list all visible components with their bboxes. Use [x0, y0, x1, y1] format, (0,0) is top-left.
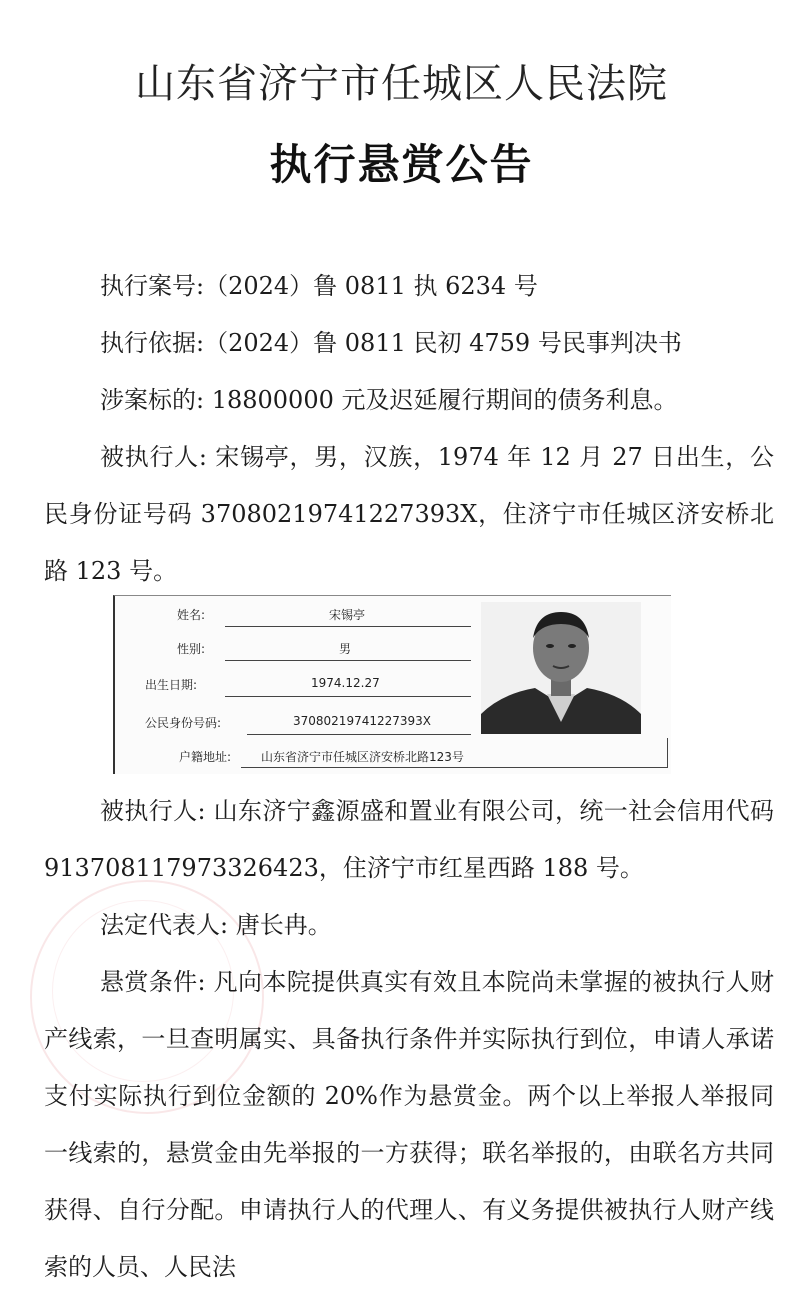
- dob-underline: [225, 696, 471, 697]
- id-number-label: 公民身份号码:: [145, 716, 222, 730]
- company-paragraph: 被执行人: 山东济宁鑫源盛和置业有限公司，统一社会信用代码 913708117973326423，住济宁市红星西路 188 号。: [44, 797, 774, 882]
- reward-paragraph: 悬赏条件: 凡向本院提供真实有效且本院尚未掌握的被执行人财产线索，一旦查明属实、具备执行条件并实际执行到位，申请人承诺支付实际执行到位金额的 20%作为悬赏金。两个以上举报人举报同一线索的，悬赏金由先举报的一方获得；联名举报的，由联名方共同获得、自行分配。申请执行人的代理人、有义务提供被执行人财产线索的人员、人民法: [44, 968, 774, 1281]
- person-paragraph: 被执行人: 宋锡亭，男，汉族，1974 年 12 月 27 日出生，公民身份证号码 37080219741227393X，住济宁市任城区济安桥北路 123 号。: [44, 443, 774, 585]
- legal-representative: 法定代表人: 唐长冉。: [100, 911, 332, 939]
- name-value: 宋锡亭: [329, 608, 366, 622]
- card-right-edge: [667, 738, 668, 768]
- dob-value: 1974.12.27: [311, 676, 380, 690]
- dob-label: 出生日期:: [145, 678, 198, 692]
- case-number: 执行案号:（2024）鲁 0811 执 6234 号: [100, 272, 538, 300]
- court-name: 山东省济宁市任城区人民法院: [135, 61, 668, 107]
- gender-value: 男: [339, 642, 352, 656]
- address-value: 山东省济宁市任城区济安桥北路123号: [261, 750, 464, 764]
- id-card: [113, 595, 671, 774]
- person-photo: [481, 602, 641, 734]
- name-label: 姓名:: [177, 608, 206, 622]
- enforcement-basis: 执行依据:（2024）鲁 0811 民初 4759 号民事判决书: [100, 329, 682, 357]
- case-subject: 涉案标的: 18800000 元及迟延履行期间的债务利息。: [100, 386, 678, 414]
- gender-label: 性别:: [177, 642, 206, 656]
- gender-underline: [225, 660, 471, 661]
- notice-title: 执行悬赏公告: [269, 140, 534, 189]
- address-underline: [241, 767, 667, 768]
- id-number-value: 37080219741227393X: [293, 714, 432, 728]
- id-number-underline: [247, 734, 471, 735]
- address-label: 户籍地址:: [179, 750, 232, 764]
- name-underline: [225, 626, 471, 627]
